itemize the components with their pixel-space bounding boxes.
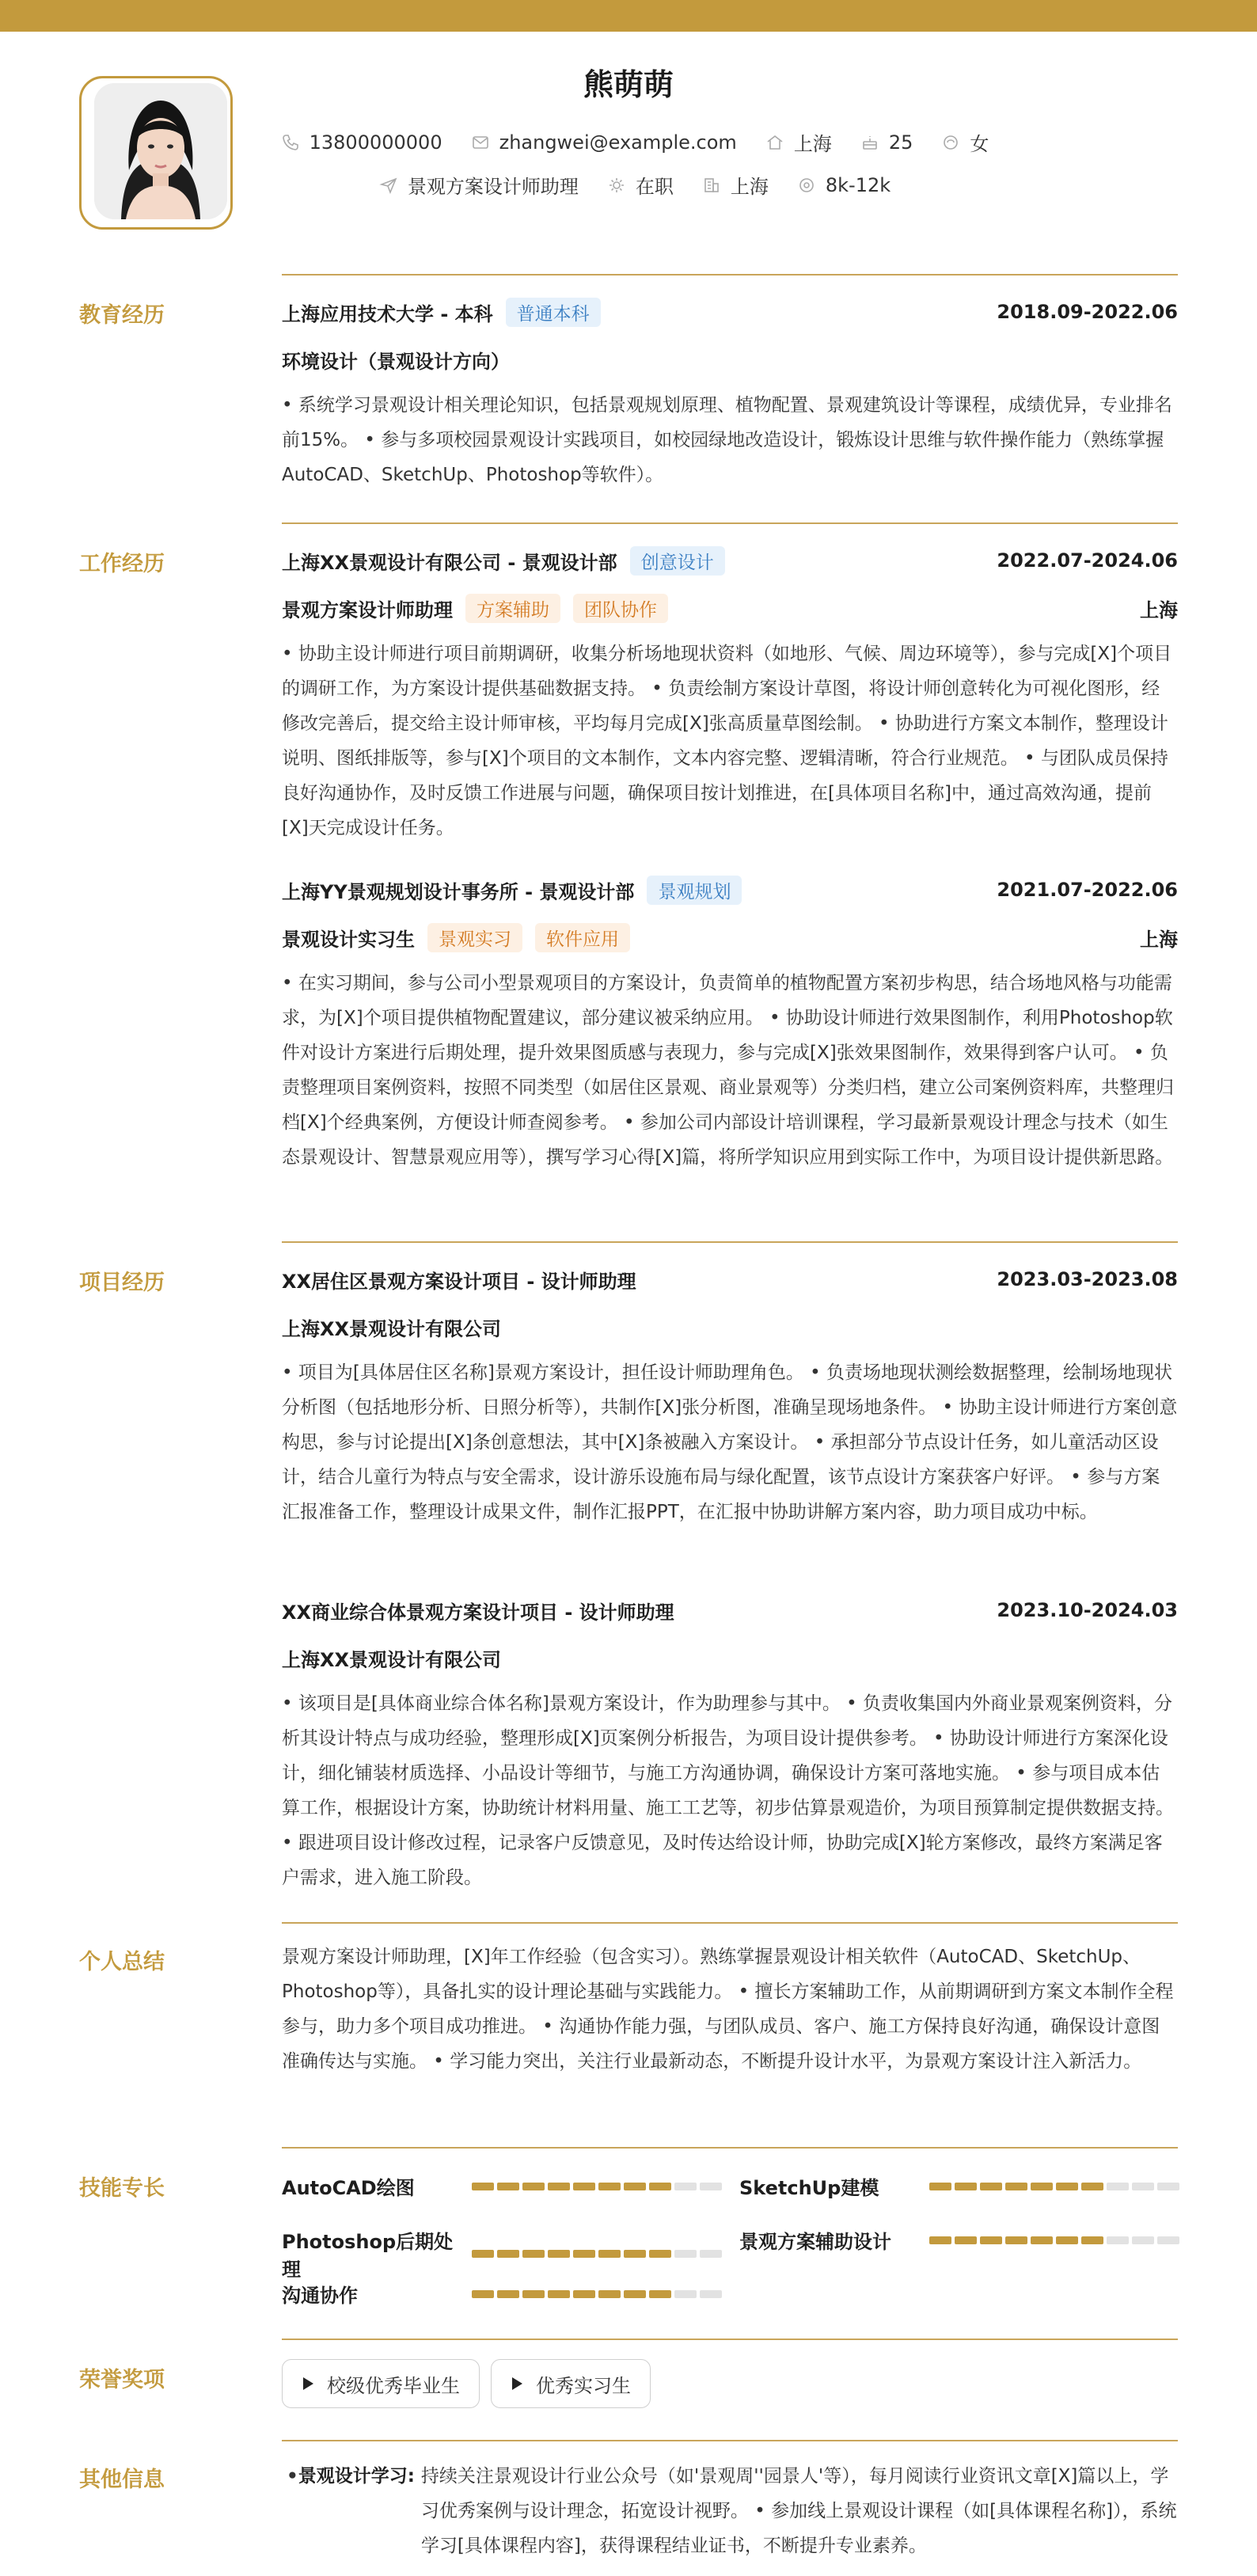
award-badge (491, 2359, 651, 2408)
section-title: 荣誉奖项 (79, 2368, 165, 2392)
skill-name: 景观方案辅助设计 (739, 2231, 891, 2253)
education-description: • 系统学习景观设计相关理论知识，包括景观规划原理、植物配置、景观建筑设计等课程，成绩优异，专业排名前15%。 • 参与多项校园景观设计实践项目，如校园绿地改造设计，锻炼设计思维与软件操作能力（熟练掌握AutoCAD、SketchUp、Photoshop等软件）。 (282, 395, 1172, 485)
company-name: 上海XX景观设计有限公司 - 景观设计部 (282, 551, 617, 574)
gender-text: 女 (970, 133, 989, 155)
phone-icon (281, 133, 300, 152)
skill-level-segment (955, 2236, 977, 2244)
job-intent-row (0, 171, 1257, 199)
target-position-text: 景观方案设计师助理 (407, 176, 579, 198)
education-major: 环境设计（景观设计方向） (282, 350, 510, 373)
skill-level-segment (1157, 2236, 1179, 2244)
role-tag: 软件应用 (535, 923, 630, 952)
project-org: 上海XX景观设计有限公司 (282, 1648, 502, 1671)
section-divider (282, 1922, 1178, 1924)
phone-info (281, 131, 442, 154)
other-item (282, 2459, 1178, 2563)
salary-text: 8k-12k (825, 173, 891, 196)
mail-icon (471, 133, 490, 152)
skill-level-segment (1081, 2236, 1103, 2244)
project-item (282, 1594, 1178, 1895)
work-city: 上海 (1140, 598, 1178, 621)
school-name: 上海应用技术大学 - 本科 (282, 302, 493, 325)
skill-level-segment (548, 2183, 570, 2190)
skill-level-segment (1132, 2183, 1154, 2190)
skill-level-segment (624, 2250, 646, 2258)
award-badge (282, 2359, 480, 2408)
skill-level-segment (598, 2183, 621, 2190)
skill-level-segment (472, 2183, 494, 2190)
location-info (765, 128, 832, 156)
skill-level-segment (522, 2183, 545, 2190)
work-role-row (282, 921, 1178, 953)
skill-name: 沟通协作 (282, 2285, 358, 2307)
section-title: 技能专长 (79, 2176, 165, 2201)
education-tag: 普通本科 (506, 298, 601, 327)
role-tag: 方案辅助 (465, 594, 560, 623)
skill-level-segment (700, 2183, 722, 2190)
skill-level-segment (674, 2290, 697, 2298)
role-tag: 景观实习 (427, 923, 522, 952)
skill-level-segment (497, 2250, 519, 2258)
skill-level-segment (700, 2290, 722, 2298)
skill-level-segment (522, 2290, 545, 2298)
project-name: XX居住区景观方案设计项目 - 设计师助理 (282, 1270, 636, 1293)
section-title: 其他信息 (79, 2468, 165, 2492)
skill-level-segment (929, 2236, 951, 2244)
email-info (471, 131, 737, 154)
company-tag: 景观规划 (647, 876, 742, 905)
skill-level-segment (674, 2183, 697, 2190)
company-name: 上海YY景观规划设计事务所 - 景观设计部 (282, 880, 635, 903)
skill-item (282, 2172, 722, 2200)
project-description: • 项目为[具体居住区名称]景观方案设计，担任设计师助理角色。 • 负责场地现状测绘数据整理，绘制场地现状分析图（包括地形分析、日照分析等），共制作[X]张分析图，准确呈现场地条件。 • 协助主设计师进行方案创意构思，参与讨论提出[X]条创意想法，其中[X]条被融入方案设计。 • 承担部分节点设计任务，如儿童活动区设计，结合儿童行为特点与安全需求，设计游乐设施布局与绿化配置，该节点设计方案获客户好评。 • 参与方案汇报准备工作，整理设计成果文件，制作汇报PPT，在汇报中协助讲解方案内容，助力项目成功中标。 (282, 1362, 1178, 1522)
section-divider (282, 522, 1178, 524)
other-key: 景观设计学习: (298, 2466, 415, 2487)
status-text: 在职 (635, 176, 674, 198)
award-name: 优秀实习生 (536, 2374, 631, 2397)
project-description: • 该项目是[具体商业综合体名称]景观方案设计，作为助理参与其中。 • 负责收集国内外商业景观案例资料，分析其设计特点与成功经验，整理形成[X]页案例分析报告，为项目设计提供参考。 • 协助设计师进行方案深化设计，细化铺装材质选择、小品设计等细节，与施工方沟通协调，确保设计方案可落地实施。 • 参与项目成本估算工作，根据设计方案，协助统计材料用量、施工工艺等，初步估算景观造价，为项目预算制定提供数据支持。 • 跟进项目设计修改过程，记录客户反馈意见，及时传达给设计师，协助完成[X]轮方案修改，最终方案满足客户需求，进入施工阶段。 (282, 1693, 1174, 1888)
skill-level-segment (548, 2290, 570, 2298)
skill-level-segment (548, 2250, 570, 2258)
education-head (282, 296, 1178, 328)
skill-level-segment (955, 2183, 977, 2190)
status-info (607, 171, 674, 199)
section-title: 个人总结 (79, 1950, 165, 1974)
age-text: 25 (888, 131, 913, 154)
skill-name: AutoCAD绘图 (282, 2177, 415, 2199)
skill-name: SketchUp建模 (739, 2177, 879, 2199)
skill-level-segment (522, 2250, 545, 2258)
target-city-info (702, 171, 769, 199)
skill-level-segment (674, 2250, 697, 2258)
salary-info (797, 174, 891, 196)
skill-level-segment (1107, 2236, 1129, 2244)
skill-level-segment (649, 2290, 671, 2298)
work-head (282, 545, 1178, 576)
skill-level-segment (1056, 2236, 1078, 2244)
education-major-row (282, 344, 1178, 375)
summary-description: 景观方案设计师助理，[X]年工作经验（包含实习）。熟练掌握景观设计相关软件（AutoCAD、SketchUp、Photoshop等），具备扎实的设计理论基础与实践能力。 • 擅长方案辅助工作，从前期调研到方案文本制作全程参与，助力多个项目成功推进。 • 沟通协作能力强，与团队成员、客户、施工方保持良好沟通，确保设计意图准确传达与实施。 • 学习能力突出，关注行业最新动态，不断提升设计水平，为景观方案设计注入新活力。 (282, 1947, 1174, 2072)
award-name: 校级优秀毕业生 (327, 2374, 460, 2397)
contact-info-row (0, 128, 1257, 156)
skill-level-segment (624, 2183, 646, 2190)
work-role-row (282, 592, 1178, 624)
skill-level-bar (929, 2183, 1179, 2190)
work-item (282, 545, 1178, 845)
skill-level-segment (573, 2183, 595, 2190)
salary-icon (797, 176, 816, 195)
education-content (282, 296, 1178, 492)
age-info (860, 131, 913, 154)
project-org-row (282, 1311, 1178, 1343)
section-title: 工作经历 (79, 552, 165, 576)
skill-level-segment (1056, 2183, 1078, 2190)
skill-level-segment (1132, 2236, 1154, 2244)
skill-item (282, 2280, 722, 2308)
work-head (282, 874, 1178, 906)
skill-level-segment (1157, 2183, 1179, 2190)
skill-item (739, 2172, 1179, 2200)
section-divider (282, 274, 1178, 275)
building-icon (702, 176, 721, 195)
company-tag: 创意设计 (630, 546, 725, 576)
skill-level-segment (1005, 2183, 1027, 2190)
education-date: 2018.09-2022.06 (997, 301, 1178, 323)
project-org-row (282, 1642, 1178, 1674)
cake-icon (860, 133, 879, 152)
skill-level-segment (598, 2290, 621, 2298)
skill-level-segment (472, 2250, 494, 2258)
home-icon (765, 133, 784, 152)
skill-level-segment (929, 2183, 951, 2190)
section-divider (282, 2147, 1178, 2149)
location-text: 上海 (793, 133, 832, 155)
target-position-info (379, 171, 579, 199)
skill-level-bar (472, 2183, 722, 2190)
work-date: 2021.07-2022.06 (997, 879, 1178, 901)
skill-level-segment (649, 2250, 671, 2258)
skill-level-segment (497, 2290, 519, 2298)
other-description: 持续关注景观设计行业公众号（如'景观周''园景人'等），每月阅读行业资讯文章[X]篇以上，学习优秀案例与设计理念，拓宽设计视野。 • 参加线上景观设计课程（如[具体课程名称]），系统学习[具体课程内容]，获得课程结业证书，不断提升专业素养。 (420, 2466, 1177, 2556)
skill-level-segment (624, 2290, 646, 2298)
skill-item (282, 2226, 722, 2282)
role-tag: 团队协作 (573, 594, 668, 623)
email-text: zhangwei@example.com (499, 131, 737, 154)
project-name: XX商业综合体景观方案设计项目 - 设计师助理 (282, 1601, 674, 1624)
skill-level-segment (472, 2290, 494, 2298)
skill-level-bar (929, 2236, 1179, 2244)
send-icon (379, 176, 398, 195)
work-role: 景观设计实习生 (282, 928, 415, 951)
section-title: 项目经历 (79, 1271, 165, 1295)
section-title: 教育经历 (79, 303, 165, 328)
other-content (282, 2459, 1178, 2563)
project-item (282, 1263, 1178, 1529)
skill-level-segment (1081, 2183, 1103, 2190)
skill-level-segment (1107, 2183, 1129, 2190)
skill-level-segment (573, 2250, 595, 2258)
work-description: • 协助主设计师进行项目前期调研，收集分析场地现状资料（如地形、气候、周边环境等），参与完成[X]个项目的调研工作，为方案设计提供基础数据支持。 • 负责绘制方案设计草图，将设计师创意转化为可视化图形，经修改完善后，提交给主设计师审核，平均每月完成[X]张高质量草图绘制。 • 协助进行方案文本制作，整理设计说明、图纸排版等，参与[X]个项目的文本制作，文本内容完整、逻辑清晰，符合行业规范。 • 与团队成员保持良好沟通协作，及时反馈工作进展与问题，确保项目按计划推进，在[具体项目名称]中，通过高效沟通，提前[X]天完成设计任务。 (282, 644, 1172, 838)
section-divider (282, 1241, 1178, 1243)
skill-level-bar (472, 2250, 722, 2258)
skill-level-segment (497, 2183, 519, 2190)
project-head (282, 1263, 1178, 1295)
phone-text: 13800000000 (309, 131, 442, 154)
skill-name: Photoshop后期处理 (282, 2231, 454, 2281)
skill-level-segment (980, 2236, 1002, 2244)
candidate-name: 熊萌萌 (583, 67, 674, 102)
project-org: 上海XX景观设计有限公司 (282, 1317, 502, 1340)
work-city: 上海 (1140, 928, 1178, 951)
section-divider (282, 2339, 1178, 2340)
work-description: • 在实习期间，参与公司小型景观项目的方案设计，负责简单的植物配置方案初步构思，结合场地风格与功能需求，为[X]个项目提供植物配置建议，部分建议被采纳应用。 • 协助设计师进行效果图制作，利用Photoshop软件对设计方案进行后期处理，提升效果图质感与表现力，参与完成[X]张效果图制作，效果得到客户认可。 • 负责整理项目案例资料，按照不同类型（如居住区景观、商业景观等）分类归档，建立公司案例资料库，共整理归档[X]个经典案例，方便设计师查阅参考。 • 参加公司内部设计培训课程，学习最新景观设计理念与技术（如生态景观设计、智慧景观应用等），撰写学习心得[X]篇，将所学知识应用到实际工作中，为项目设计提供新思路。 (282, 973, 1174, 1168)
work-date: 2022.07-2024.06 (997, 549, 1178, 572)
skill-level-segment (649, 2183, 671, 2190)
target-city-text: 上海 (730, 176, 769, 198)
status-gear-icon (607, 176, 626, 195)
section-divider (282, 2440, 1178, 2441)
play-triangle-icon (302, 2377, 314, 2391)
skill-level-segment (1031, 2236, 1053, 2244)
gender-icon (941, 133, 960, 152)
project-head (282, 1594, 1178, 1626)
skill-level-segment (700, 2250, 722, 2258)
work-item (282, 874, 1178, 1175)
skill-level-segment (573, 2290, 595, 2298)
skill-level-segment (598, 2250, 621, 2258)
project-date: 2023.10-2024.03 (997, 1599, 1178, 1621)
skill-level-segment (1005, 2236, 1027, 2244)
project-date: 2023.03-2023.08 (997, 1268, 1178, 1290)
summary-content (282, 1940, 1178, 2079)
bullet-dot-icon: • (287, 2466, 298, 2487)
skill-level-bar (472, 2290, 722, 2298)
top-accent-bar (0, 0, 1257, 32)
skill-item (739, 2226, 1179, 2254)
skill-level-segment (1031, 2183, 1053, 2190)
work-role: 景观方案设计师助理 (282, 598, 453, 621)
gender-info (941, 128, 989, 156)
play-triangle-icon (511, 2377, 523, 2391)
skill-level-segment (980, 2183, 1002, 2190)
